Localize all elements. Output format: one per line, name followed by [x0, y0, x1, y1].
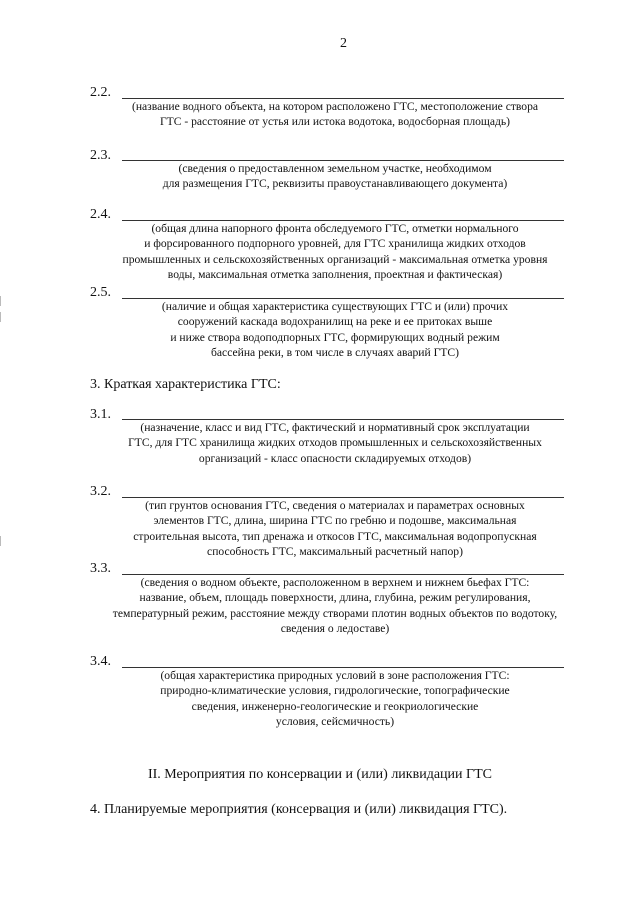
field-caption: (тип грунтов основания ГТС, сведения о материалах и параметрах основных элементов ГТС, длина, ширина ГТС по гребню и подошве, максимальная строительная высота, тип дренажа и откосов ГТС, максимальная водопропускная способность ГТС, максимальный расчетный напор) — [133, 499, 537, 559]
field-caption: (общая длина напорного фронта обследуемого ГТС, отметки нормального и форсированного подпорного уровней, для ГТС хранилища жидких отходов промышленных и сельскохозяйственных организаций - максимальная отметка уровня воды, максимальная отметка заполнения, проектная и фактическая) — [122, 222, 548, 282]
section-heading-3: 3. Краткая характеристика ГТС: — [90, 377, 281, 392]
field-caption: (наличие и общая характеристика существующих ГТС и (или) прочих сооружений каскада водохранилищ на реке и ее притоках выше и ниже створа водоподпорных ГТС, формирующих водный режим бассейна реки, в том числе в случаях аварий ГТС) — [161, 300, 509, 360]
field-caption: (название водного объекта, на котором расположено ГТС, местоположение створа ГТС - расстояние от устья или истока водотока, водосборная площадь) — [131, 100, 539, 129]
field-number: 3.1. — [90, 407, 111, 422]
field-number: 3.4. — [90, 654, 111, 669]
section-heading-ii: II. Мероприятия по консервации и (или) ликвидации ГТС — [147, 767, 493, 782]
field-number: 2.3. — [90, 148, 111, 163]
field-number: 2.4. — [90, 207, 111, 222]
margin-mark — [0, 536, 1, 546]
field-number: 3.3. — [90, 561, 111, 576]
margin-mark — [0, 312, 1, 322]
field-caption: (общая характеристика природных условий в зоне расположения ГТС: природно-климатические условия, гидрологические, топографические сведения, инженерно-геологические и геокриологические условия, сейсмичность) — [160, 669, 510, 729]
field-number: 2.2. — [90, 85, 111, 100]
field-caption: (сведения о предоставленном земельном участке, необходимом для размещения ГТС, реквизиты правоустанавливающего документа) — [162, 162, 508, 191]
page-number: 2 — [340, 36, 347, 51]
field-number: 2.5. — [90, 285, 111, 300]
field-caption: (назначение, класс и вид ГТС, фактический и нормативный срок эксплуатации ГТС, для ГТС хранилища жидких отходов промышленных и сельскохозяйственных организаций - класс опасности складируемых отходов) — [128, 421, 542, 465]
field-number: 3.2. — [90, 484, 111, 499]
margin-mark — [0, 296, 1, 306]
field-caption: (сведения о водном объекте, расположенном в верхнем и нижнем бьефах ГТС: название, объем, площадь поверхности, длина, глубина, режим регулирования, температурный режим, расстояние между створами плотин водных объектов по водотоку, сведения о ледоставе) — [112, 576, 558, 636]
section-heading-4: 4. Планируемые мероприятия (консервация и (или) ликвидация ГТС). — [90, 802, 508, 817]
